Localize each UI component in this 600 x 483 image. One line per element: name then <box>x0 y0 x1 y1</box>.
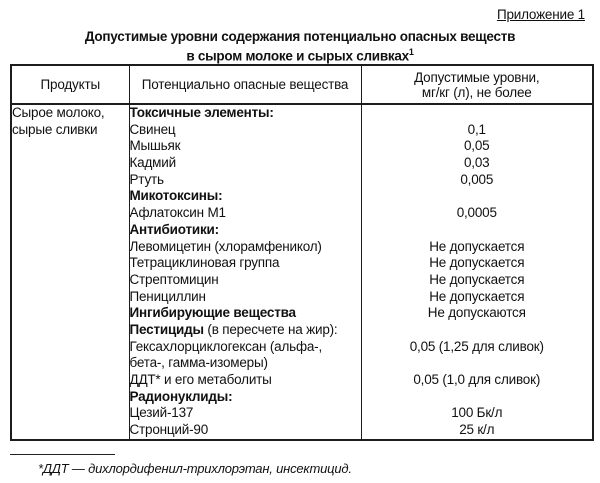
substance-line: Микотоксины: <box>129 188 223 204</box>
value-line: 0,1 <box>467 121 486 137</box>
value-line <box>362 105 593 122</box>
products-cell <box>11 104 129 440</box>
footnote-text: *ДДТ — дихлордифенил-трихлорэтан, инсектицид. <box>38 461 352 476</box>
substance-line: бета-, гамма-изомеры) <box>129 355 268 371</box>
appendix-label: Приложение 1 <box>496 7 585 22</box>
substance-line: Токсичные элементы: <box>129 105 274 120</box>
value-line: 0,03 <box>464 155 490 171</box>
value-line <box>362 389 593 406</box>
substances-cell <box>129 104 361 440</box>
substance-line: Пенициллин <box>129 288 206 304</box>
table-header-row <box>11 65 593 104</box>
value-line: 0,05 (1,25 для сливок) <box>409 338 544 354</box>
document-title-line2: в сыром молоке и сырых сливках$^1$ <box>186 46 414 63</box>
substance-line: Ртуть <box>129 171 164 187</box>
value-line <box>362 355 593 372</box>
column-header-levels: Допустимые уровни, мг/кг (л), не более <box>361 65 593 104</box>
value-line <box>362 322 593 339</box>
limits-table <box>10 64 594 441</box>
substance-line: Афлатоксин М1 <box>129 205 226 221</box>
value-line: 25 к/л <box>459 422 495 438</box>
footnote-rule <box>10 454 115 455</box>
value-line: 0,0005 <box>456 205 497 221</box>
substance-line: Антибиотики: <box>129 221 219 237</box>
column-header-substances: Потенциально опасные вещества <box>129 65 361 104</box>
document-title <box>0 29 600 64</box>
value-line: Не допускается <box>429 271 525 287</box>
column-header-products: Продукты <box>11 65 129 104</box>
value-line: 0,005 <box>460 171 494 187</box>
substance-line: Тетрациклиновая группа <box>129 255 280 271</box>
document-title-line1: Допустимые уровни содержания потенциально опасных веществ <box>84 29 516 44</box>
substance-line: Стронций-90 <box>129 422 209 438</box>
value-line: Не допускается <box>429 255 525 271</box>
substance-line: Мышьяк <box>129 138 181 154</box>
substance-line: Цезий-137 <box>129 405 194 421</box>
value-line: Не допускаются <box>427 305 526 321</box>
values-cell <box>361 104 593 440</box>
value-line <box>362 188 593 205</box>
substance-line: Кадмий <box>129 155 176 171</box>
substance-line: Радионуклиды: <box>129 388 233 404</box>
value-line: Не допускается <box>429 238 525 254</box>
title-footnote-marker: 1 <box>408 46 414 57</box>
table-body-row <box>11 104 593 440</box>
substance-line: Гексахлорциклогексан (альфа-, <box>129 338 323 354</box>
value-line: 100 Бк/л <box>451 405 503 421</box>
substance-line: Стрептомицин <box>129 271 219 287</box>
product-line: сырые сливки <box>12 121 98 137</box>
substance-line: Левомицетин (хлорамфеникол) <box>129 238 322 254</box>
substance-line: Ингибирующие вещества <box>129 305 296 321</box>
value-line <box>362 222 593 239</box>
value-line: 0,05 <box>464 138 490 154</box>
product-line: Сырое молоко, <box>12 105 105 120</box>
substance-line: ДДТ* и его метаболиты <box>129 372 272 387</box>
substance-line: Пестициды (в пересчете на жир): <box>129 321 338 337</box>
value-line: Не допускается <box>429 288 525 304</box>
value-line: 0,05 (1,0 для сливок) <box>413 372 541 387</box>
substance-line: Свинец <box>129 121 176 137</box>
